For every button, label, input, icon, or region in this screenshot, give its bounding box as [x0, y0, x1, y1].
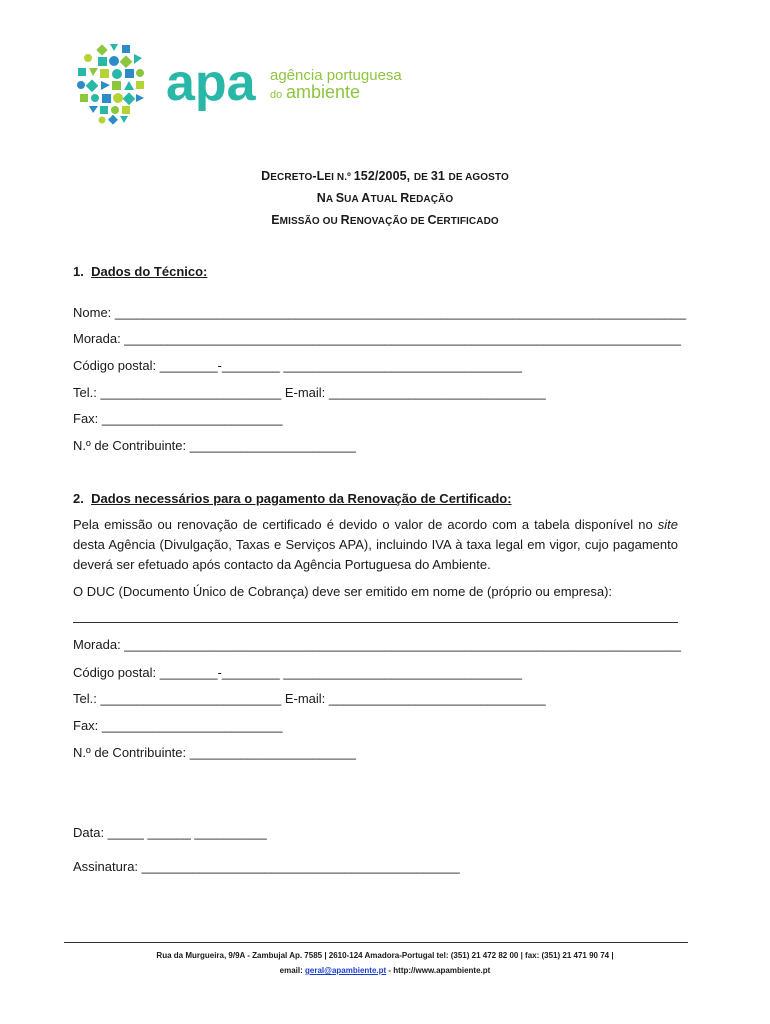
s1-contribuinte-field[interactable]: N.º de Contribuinte: _______________________: [73, 438, 357, 453]
s2-tel-email-field[interactable]: Tel.: _________________________ E-mail: ______________________________: [73, 691, 546, 706]
footer-address: Rua da Murgueira, 9/9A - Zambujal Ap. 7585 | 2610-124 Amadora-Portugal tel: (351) 21 472 82 00 | fax: (351) 21 471 90 74 |: [156, 951, 614, 960]
title-line-1: DECRETO-LEI N.º 152/2005, DE 31 DE AGOSTO: [261, 169, 509, 183]
s2-paragraph: Pela emissão ou renovação de certificado é devido o valor de acordo com a tabela disponível no site desta Agência (Divulgação, Taxas e Serviços APA), incluindo IVA à taxa legal em vigor, cujo pagamento deverá ser efetuado após contacto da Agência Portuguesa do Ambiente.: [73, 517, 678, 572]
s1-morada-field[interactable]: Morada: _____________________________________________________________________________: [73, 331, 682, 346]
s2-contribuinte-field[interactable]: N.º de Contribuinte: _______________________: [73, 745, 357, 760]
logo-tagline-2: ambiente: [286, 82, 361, 102]
footer-contact: email: geral@apambiente.pt - http://www.apambiente.pt: [279, 966, 491, 975]
title-line-3: EMISSÃO OU RENOVAÇÃO DE CERTIFICADO: [271, 213, 499, 227]
document-title: [0, 166, 770, 232]
s2-morada-field[interactable]: Morada: _____________________________________________________________________________: [73, 637, 682, 652]
logo-tagline-prefix: do: [270, 89, 283, 101]
logo-wordmark: apa: [166, 54, 256, 112]
s1-fax-field[interactable]: Fax: _________________________: [73, 411, 283, 426]
s1-tel-email-field[interactable]: Tel.: _________________________ E-mail: ______________________________: [73, 385, 546, 400]
s1-codigo-postal-field[interactable]: Código postal: ________-________ _________________________________: [73, 358, 522, 373]
footer-divider: [64, 942, 688, 943]
s2-name-blank-line[interactable]: [73, 622, 678, 623]
section1-heading: 1. Dados do Técnico:: [73, 264, 208, 279]
logo-graphic: [72, 40, 402, 126]
date-field[interactable]: Data: _____ ______ __________: [73, 825, 267, 840]
logo-tagline-1: agência portuguesa: [270, 67, 402, 84]
title-line-2: NA SUA ATUAL REDAÇÃO: [316, 191, 454, 205]
s2-fax-field[interactable]: Fax: _________________________: [73, 718, 283, 733]
section2-heading: 2. Dados necessários para o pagamento da Renovação de Certificado:: [73, 491, 512, 506]
logo-mosaic-icon: [77, 44, 144, 125]
signature-field[interactable]: Assinatura: ____________________________________________: [73, 859, 460, 874]
s2-codigo-postal-field[interactable]: Código postal: ________-________ _________________________________: [73, 665, 522, 680]
s2-duc-note: O DUC (Documento Único de Cobrança) deve ser emitido em nome de (próprio ou empresa):: [73, 584, 613, 599]
apa-logo: [72, 40, 402, 126]
footer-email-link[interactable]: geral@apambiente.pt: [305, 966, 387, 975]
s1-nome-field[interactable]: Nome: _______________________________________________________________________________: [73, 305, 687, 320]
